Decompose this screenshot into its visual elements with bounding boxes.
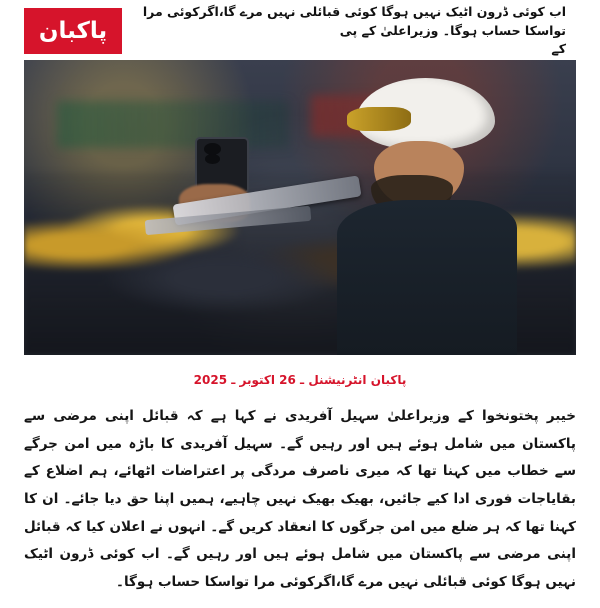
article-paragraph: خیبر پختونخوا کے وزیراعلیٰ سہیل آفریدی نے کہا ہے کہ قبائل اپنی مرضی سے پاکستان میں شامل ہوئے ہیں اور رہیں گے۔ سہیل آفریدی کا باڑہ میں امن جرگے سے خطاب میں کہنا تھا کہ میری ناصرف مردگی پر اعتراضات اٹھائے، ہم اضلاع کے بقایاجات فوری ادا کیے جائیں، بھیک بھیک نہیں چاہیے، ہمیں اپنا حق دیا جائے۔ ان کا کہنا تھا کہ ہر ضلع میں امن جرگوں کا انعقاد کریں گے۔ انہوں نے اعلان کیا کہ قبائل اپنی مرضی سے پاکستان میں شامل ہوئے ہیں اور رہیں گے۔ اب کوئی ڈرون اٹیک نہیں ہوگا کوئی قبائلی نہیں مرے گا،اگرکوئی مرا تواسکا حساب ہوگا۔ [24, 408, 576, 591]
headline-text [124, 3, 566, 59]
article-photo [24, 60, 576, 355]
headline-line-1: اب کوئی ڈرون اٹیک نہیں ہوگا کوئی قبائلی نہیں مرے گا،اگرکوئی مرا تواسکا حساب ہوگا۔ وزیراعلیٰ کے پی [142, 3, 566, 38]
speaker-turban [356, 78, 495, 150]
headline-line-2: کے [551, 41, 566, 57]
photo-speaker-figure [333, 78, 521, 355]
article-body [24, 403, 576, 597]
masthead [24, 3, 576, 57]
speaker-body [337, 200, 517, 355]
news-article-page [0, 3, 600, 608]
byline: پاکبان انٹرنیشنل ـ 26 اکتوبر ـ 2025 [193, 373, 407, 387]
headline-container [122, 3, 576, 57]
brand-logo: پاکبان [24, 8, 122, 54]
photo-banner-green [57, 101, 289, 148]
